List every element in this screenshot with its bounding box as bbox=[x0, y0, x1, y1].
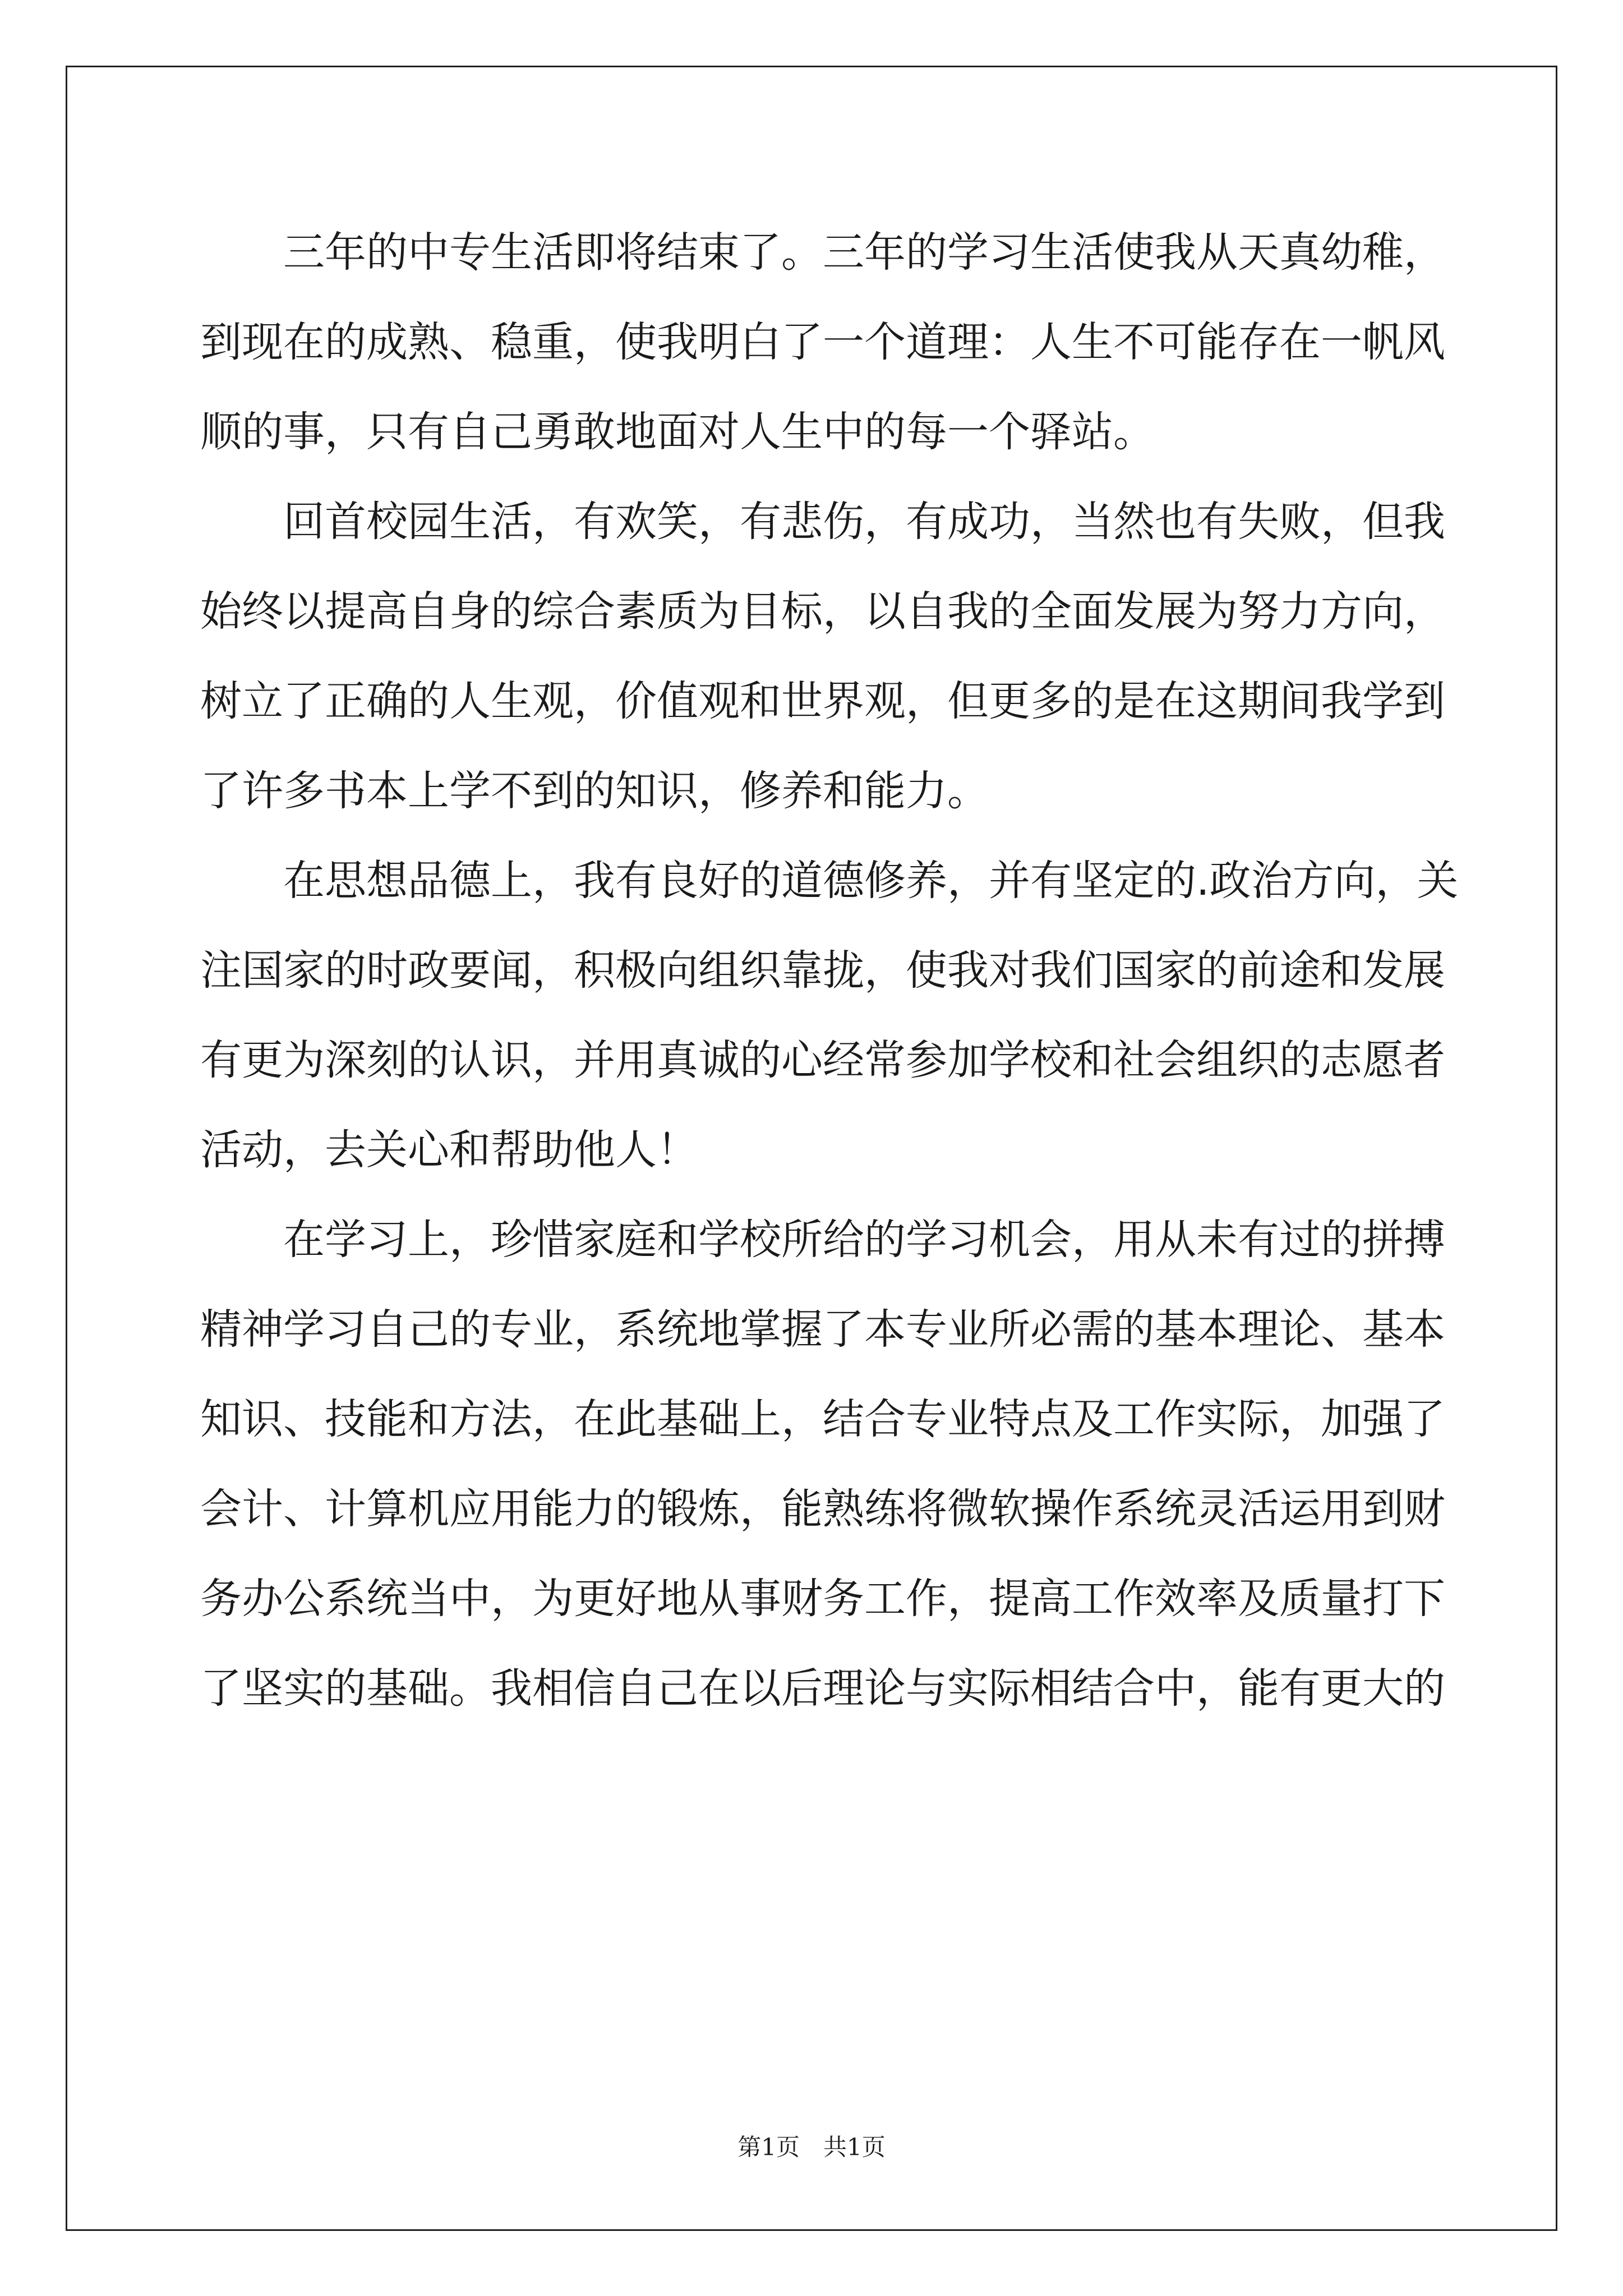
paragraph-4-line-6: 了坚实的基础。我相信自己在以后理论与实际相结合中，能有更大的 bbox=[200, 1664, 1445, 1713]
page-footer: 第1页 共1页 bbox=[737, 2133, 886, 2161]
paragraph-4-line-2: 精神学习自己的专业，系统地掌握了本专业所必需的基本理论、基本 bbox=[200, 1305, 1445, 1354]
paragraph-4-line-5: 务办公系统当中，为更好地从事财务工作，提高工作效率及质量打下 bbox=[200, 1575, 1445, 1623]
paragraph-3-line-1: 在思想品德上，我有良好的道德修养，并有坚定的.政治方向，关 bbox=[283, 857, 1459, 905]
paragraph-1-line-2: 到现在的成熟、稳重，使我明白了一个道理：人生不可能存在一帆风 bbox=[200, 318, 1445, 366]
paragraph-2-line-4: 了许多书本上学不到的知识，修养和能力。 bbox=[200, 767, 989, 815]
paragraph-2-line-2: 始终以提高自身的综合素质为目标，以自我的全面发展为努力方向， bbox=[200, 587, 1445, 636]
paragraph-4-line-4: 会计、计算机应用能力的锻炼，能熟练将微软操作系统灵活运用到财 bbox=[200, 1485, 1445, 1533]
paragraph-2-line-1: 回首校园生活，有欢笑，有悲伤，有成功，当然也有失败，但我 bbox=[283, 498, 1445, 546]
paragraph-3-line-3: 有更为深刻的认识，并用真诚的心经常参加学校和社会组织的志愿者 bbox=[200, 1036, 1445, 1084]
paragraph-4-line-1: 在学习上，珍惜家庭和学校所给的学习机会，用从未有过的拼搏 bbox=[283, 1216, 1445, 1264]
document-body bbox=[200, 208, 1459, 1733]
paragraph-3-line-4: 活动，去关心和帮助他人！ bbox=[200, 1126, 698, 1174]
paragraph-1-line-3: 顺的事，只有自己勇敢地面对人生中的每一个驿站。 bbox=[200, 408, 1155, 456]
paragraph-4-line-3: 知识、技能和方法，在此基础上，结合专业特点及工作实际，加强了 bbox=[200, 1395, 1445, 1443]
paragraph-2-line-3: 树立了正确的人生观，价值观和世界观，但更多的是在这期间我学到 bbox=[200, 677, 1445, 725]
paragraph-3-line-2: 注国家的时政要闻，积极向组织靠拢，使我对我们国家的前途和发展 bbox=[200, 946, 1445, 995]
paragraph-1-line-1: 三年的中专生活即将结束了。三年的学习生活使我从天真幼稚， bbox=[283, 228, 1445, 277]
